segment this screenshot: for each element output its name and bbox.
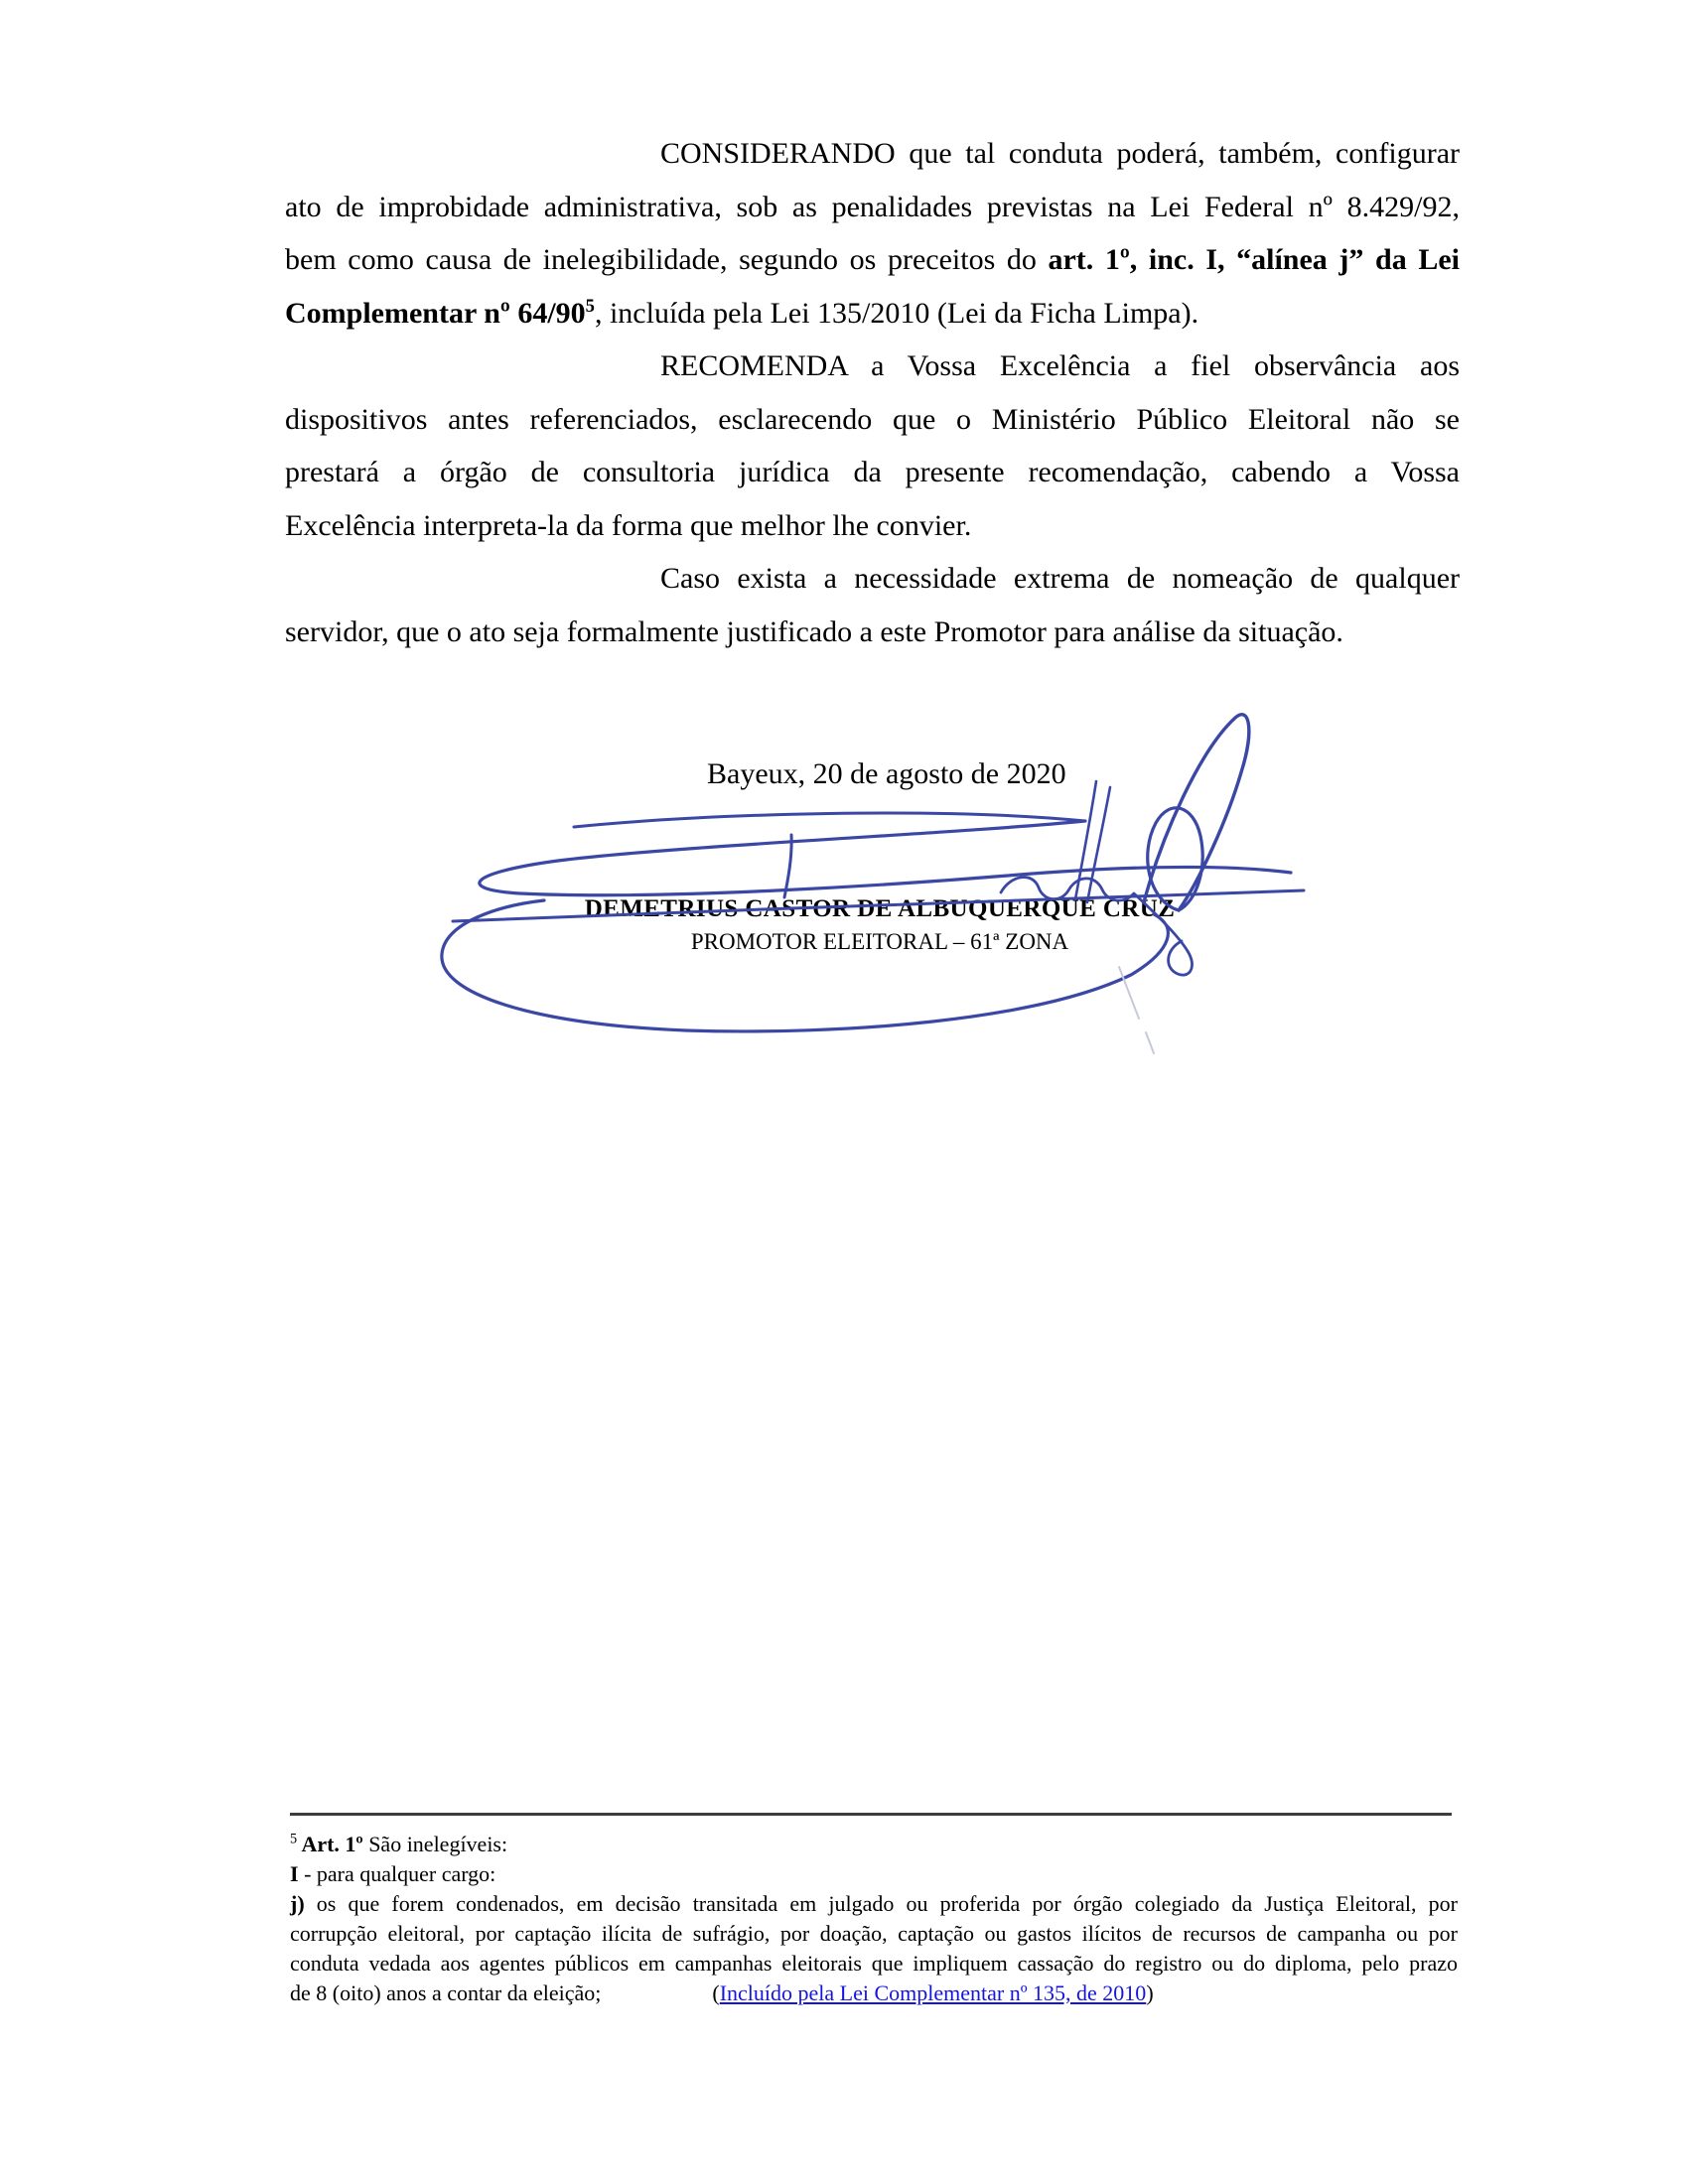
- footnote-marker: 5: [290, 1831, 298, 1847]
- paragraph-line: [285, 446, 1460, 499]
- paragraph-line: [285, 127, 1460, 181]
- text-run: bem como causa de inelegibilidade, segundo os preceitos do: [285, 243, 1049, 276]
- text-run: RECOMENDA a Vossa Excelência a fiel observância aos: [660, 349, 1460, 382]
- bold-label: I: [290, 1861, 299, 1886]
- signature-stroke: [1087, 787, 1110, 902]
- law-link[interactable]: Incluído pela Lei Complementar nº 135, de 2010: [719, 1980, 1147, 2005]
- paragraph-line: [285, 499, 1460, 553]
- dateline: Bayeux, 20 de agosto de 2020: [707, 757, 1066, 790]
- bold-label: j): [290, 1891, 305, 1916]
- text-run: servidor, que o ato seja formalmente justificado a este Promotor para análise da situação.: [285, 614, 1343, 648]
- text-run: os que forem condenados, em decisão transitada em julgado ou proferida por órgão colegiado da Justiça Eleitoral, por: [304, 1891, 1458, 1916]
- signature-stroke: [1144, 715, 1249, 910]
- footnote-line: [290, 1979, 1458, 2008]
- paragraph-line: [285, 606, 1460, 659]
- document-body: [285, 127, 1460, 658]
- paragraph-line: [285, 181, 1460, 234]
- signer-title: PROMOTOR ELEITORAL – 61ª ZONA: [690, 929, 1069, 954]
- text-run: , incluída pela Lei 135/2010 (Lei da Ficha Limpa).: [594, 296, 1199, 330]
- paragraph-line: [285, 340, 1460, 393]
- text-run: São inelegíveis:: [362, 1832, 508, 1856]
- signature-stroke: [574, 813, 1085, 827]
- footnote-reference: 5: [585, 295, 595, 317]
- footnote: [290, 1830, 1458, 2008]
- text-run: (: [712, 1980, 720, 2005]
- signature-stroke: [1075, 781, 1096, 899]
- signer-name: DEMETRIUS CASTOR DE ALBUQUERQUE CRUZ: [584, 895, 1176, 922]
- bold-label: Art. 1º: [297, 1832, 363, 1856]
- bold-citation: Complementar nº 64/90: [285, 296, 586, 330]
- text-run: - para qualquer cargo:: [298, 1861, 496, 1886]
- footnote-line: [290, 1859, 1458, 1889]
- paragraph-line: [285, 233, 1460, 287]
- footnote-line: [290, 1889, 1458, 1919]
- text-run: de 8 (oito) anos a contar da eleição;: [290, 1980, 602, 2005]
- signature-stroke: [784, 835, 791, 897]
- footnote-line: [290, 1830, 1458, 1859]
- text-run: Caso exista a necessidade extrema de nomeação de qualquer: [660, 562, 1460, 595]
- signature-stroke: [480, 821, 1291, 895]
- text-run: ): [1146, 1980, 1154, 2005]
- text-run: Excelência interpreta-la da forma que melhor lhe convier.: [285, 508, 972, 542]
- signature-block: [542, 895, 1217, 955]
- text-run: dispositivos antes referenciados, esclarecendo que o Ministério Público Eleitoral não se: [285, 402, 1460, 436]
- text-run: ato de improbidade administrativa, sob as penalidades previstas na Lei Federal nº 8.429/92,: [285, 190, 1460, 223]
- paragraph-line: [285, 393, 1460, 447]
- footnote-separator: [290, 1813, 1452, 1816]
- bold-citation: art. 1º, inc. I, “alínea j” da Lei: [1048, 243, 1460, 276]
- footnote-line: [290, 1919, 1458, 1949]
- text-run: conduta vedada aos agentes públicos em campanhas eleitorais que impliquem cassação do registro ou do diploma, pelo prazo: [290, 1951, 1458, 1976]
- paragraph-line: [285, 552, 1460, 606]
- footnote-line: [290, 1949, 1458, 1979]
- text-run: corrupção eleitoral, por captação ilícita de sufrágio, por doação, captação ou gastos ilícitos de recursos de campanha ou por: [290, 1921, 1458, 1946]
- text-run: CONSIDERANDO que tal conduta poderá, também, configurar: [660, 137, 1460, 170]
- signature-faint-stroke: [1119, 967, 1154, 1053]
- text-run: prestará a órgão de consultoria jurídica da presente recomendação, cabendo a Vossa: [285, 456, 1460, 488]
- paragraph-line: [285, 287, 1460, 341]
